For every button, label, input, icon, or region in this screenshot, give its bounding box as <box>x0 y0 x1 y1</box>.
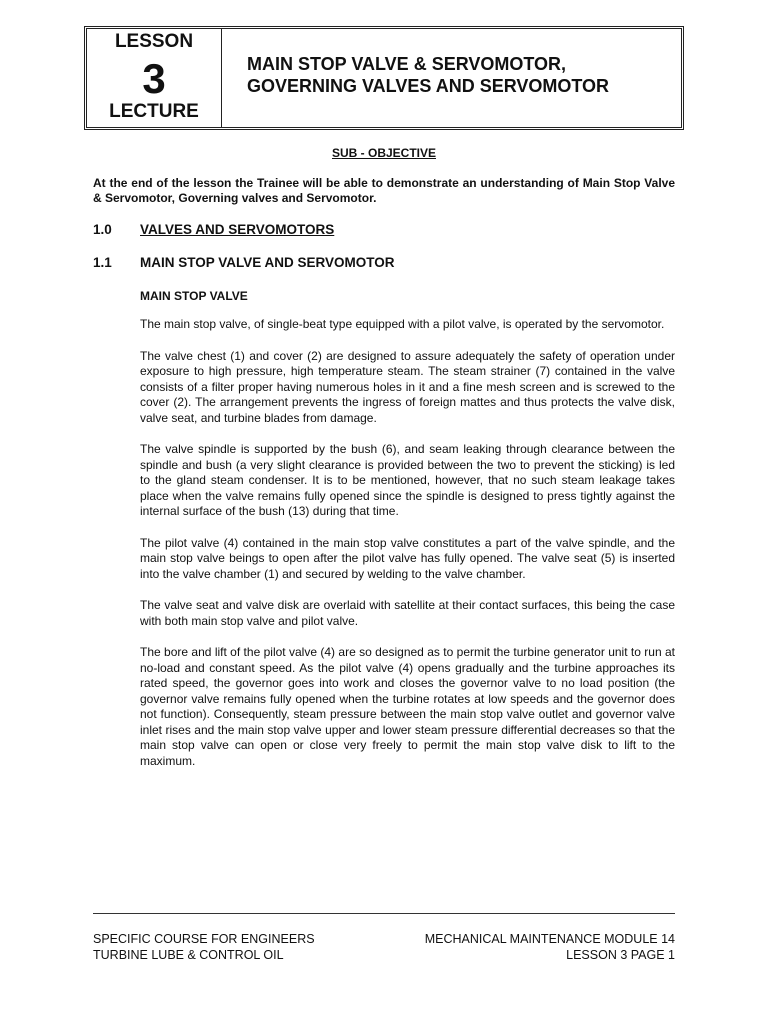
footer-left <box>93 932 315 963</box>
footer-subject: TURBINE LUBE & CONTROL OIL <box>93 947 284 962</box>
paragraph: The bore and lift of the pilot valve (4) are so designed as to permit the turbine generator unit to run at no-load and constant speed. As the pilot valve (4) opens gradually and the turbine approaches its rated speed, the governor goes into work and closes the governor valve to no load position (the governor valve remains fully opened when the turbine rotates at low speeds and the governor does not function). Consequently, steam pressure between the main stop valve outlet and governor valve inlet rises and the main stop valve upper and lower steam pressure differential decreases so that the main stop valve can open or close very freely to permit the main stop valve disk to lift to the maximum. <box>140 645 675 768</box>
paragraph: The main stop valve, of single-beat type equipped with a pilot valve, is operated by the servomotor. <box>140 317 665 331</box>
footer-right <box>375 932 675 963</box>
subheading-main-stop-valve: MAIN STOP VALVE <box>140 289 248 303</box>
lesson-number-cell <box>87 29 222 127</box>
lesson-title-line-1: MAIN STOP VALVE & SERVOMOTOR, <box>247 54 567 74</box>
section-heading-1-0 <box>93 222 334 237</box>
lesson-title <box>247 53 677 97</box>
footer-page-number: LESSON 3 PAGE 1 <box>566 947 675 962</box>
section-title: VALVES AND SERVOMOTORS <box>140 222 335 237</box>
body-text <box>140 317 675 785</box>
section-number: 1.1 <box>93 255 112 270</box>
lesson-title-line-2: GOVERNING VALVES AND SERVOMOTOR <box>247 76 610 96</box>
lesson-header-box <box>84 26 684 130</box>
section-heading-1-1 <box>93 255 395 270</box>
paragraph: The valve spindle is supported by the bush (6), and seam leaking through clearance between the spindle and bush (a very slight clearance is provided between the two to prevent the sticking) is led to the gland steam condenser. It is to be mentioned, however, that no such steam leakage takes place when the valve remains fully opened since the spindle is designed to press tightly against the internal surface of the bush (13) during that time. <box>140 442 675 518</box>
lecture-label: LECTURE <box>109 101 199 122</box>
lesson-number: 3 <box>142 55 166 102</box>
lesson-label: LESSON <box>114 31 194 52</box>
paragraph: The valve chest (1) and cover (2) are designed to assure adequately the safety of operation under exposure to high pressure, high temperature steam. The steam strainer (7) contained in the valve consists of a filter proper having numerous holes in it and a fine mesh screen and is screwed to the cover (2). The arrangement prevents the ingress of foreign mattes and thus protects the valve disk, valve seat, and turbine blades from damage. <box>140 348 675 425</box>
section-title: MAIN STOP VALVE AND SERVOMOTOR <box>140 255 395 270</box>
paragraph: The valve seat and valve disk are overlaid with satellite at their contact surfaces, this being the case with both main stop valve and pilot valve. <box>140 598 675 628</box>
footer-module: MECHANICAL MAINTENANCE MODULE 14 <box>424 932 675 946</box>
sub-objective-text: At the end of the lesson the Trainee will be able to demonstrate an understanding of Main Stop Valve & Servomotor, Governing valves and Servomotor. <box>93 176 675 205</box>
footer-course: SPECIFIC COURSE FOR ENGINEERS <box>93 932 315 946</box>
paragraph: The pilot valve (4) contained in the main stop valve constitutes a part of the valve spindle, and the main stop valve beings to open after the pilot valve has fully opened. The valve seat (5) is inserted into the valve chamber (1) and secured by welding to the valve chamber. <box>140 535 675 581</box>
footer-divider <box>93 913 675 914</box>
sub-objective-heading: SUB - OBJECTIVE <box>331 146 436 160</box>
section-number: 1.0 <box>93 222 112 237</box>
